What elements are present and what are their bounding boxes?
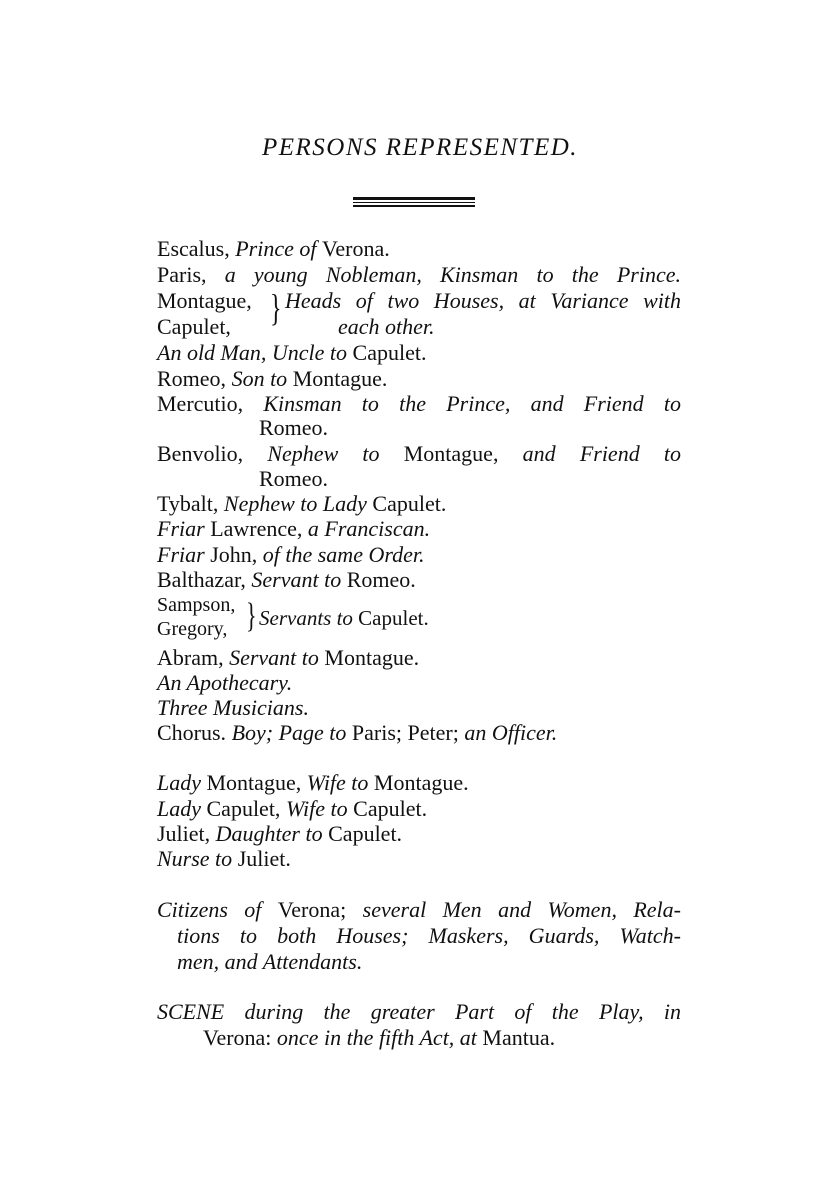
character-mercutio-continued: Romeo. xyxy=(259,415,329,440)
character-juliet: Juliet, Daughter to Capulet. xyxy=(157,821,403,846)
character-capulet: Capulet, xyxy=(157,314,231,339)
character-apothecary: An Apothecary. xyxy=(157,670,293,695)
scene-line-2: Verona: once in the fifth Act, at Mantua. xyxy=(203,1025,556,1050)
character-paris: Paris, a young Nobleman, Kinsman to the Prince. xyxy=(157,262,681,287)
citizens-line-2: tions to both Houses; Maskers, Guards, Watch- xyxy=(177,923,681,948)
brace-icon: } xyxy=(246,594,257,635)
character-old-man: An old Man, Uncle to Capulet. xyxy=(157,340,427,365)
character-friar-john: Friar John, of the same Order. xyxy=(157,542,425,567)
brace-icon: } xyxy=(270,288,282,330)
servants-description: Servants to Capulet. xyxy=(259,606,429,630)
character-gregory: Gregory, xyxy=(157,618,228,640)
character-benvolio-continued: Romeo. xyxy=(259,466,329,491)
character-nurse: Nurse to Juliet. xyxy=(157,846,291,871)
character-balthazar: Balthazar, Servant to Romeo. xyxy=(157,567,416,592)
heads-description: Heads of two Houses, at Variance with xyxy=(285,288,681,313)
character-montague: Montague, xyxy=(157,288,252,313)
character-benvolio: Benvolio, Nephew to Montague, and Friend to xyxy=(157,441,681,466)
title-rule xyxy=(353,197,475,200)
character-mercutio: Mercutio, Kinsman to the Prince, and Friend to xyxy=(157,391,681,416)
citizens-line: Citizens of Verona; several Men and Women, Rela- xyxy=(157,897,681,922)
citizens-line-3: men, and Attendants. xyxy=(177,949,363,974)
character-lady-montague: Lady Montague, Wife to Montague. xyxy=(157,770,469,795)
character-chorus: Chorus. Boy; Page to Paris; Peter; an Officer. xyxy=(157,720,558,745)
character-romeo: Romeo, Son to Montague. xyxy=(157,366,388,391)
character-lady-capulet: Lady Capulet, Wife to Capulet. xyxy=(157,796,428,821)
page-title: PERSONS REPRESENTED. xyxy=(261,134,579,161)
title-rule xyxy=(353,202,475,203)
character-tybalt: Tybalt, Nephew to Lady Capulet. xyxy=(157,491,447,516)
title-rule xyxy=(353,205,475,207)
heads-description-continued: each other. xyxy=(338,314,435,339)
character-abram: Abram, Servant to Montague. xyxy=(157,645,420,670)
character-musicians: Three Musicians. xyxy=(157,695,309,720)
character-sampson: Sampson, xyxy=(157,594,236,616)
scene-line: SCENE during the greater Part of the Play, in xyxy=(157,999,681,1024)
character-friar-lawrence: Friar Lawrence, a Franciscan. xyxy=(157,516,431,541)
character-escalus: Escalus, Prince of Verona. xyxy=(157,236,390,261)
